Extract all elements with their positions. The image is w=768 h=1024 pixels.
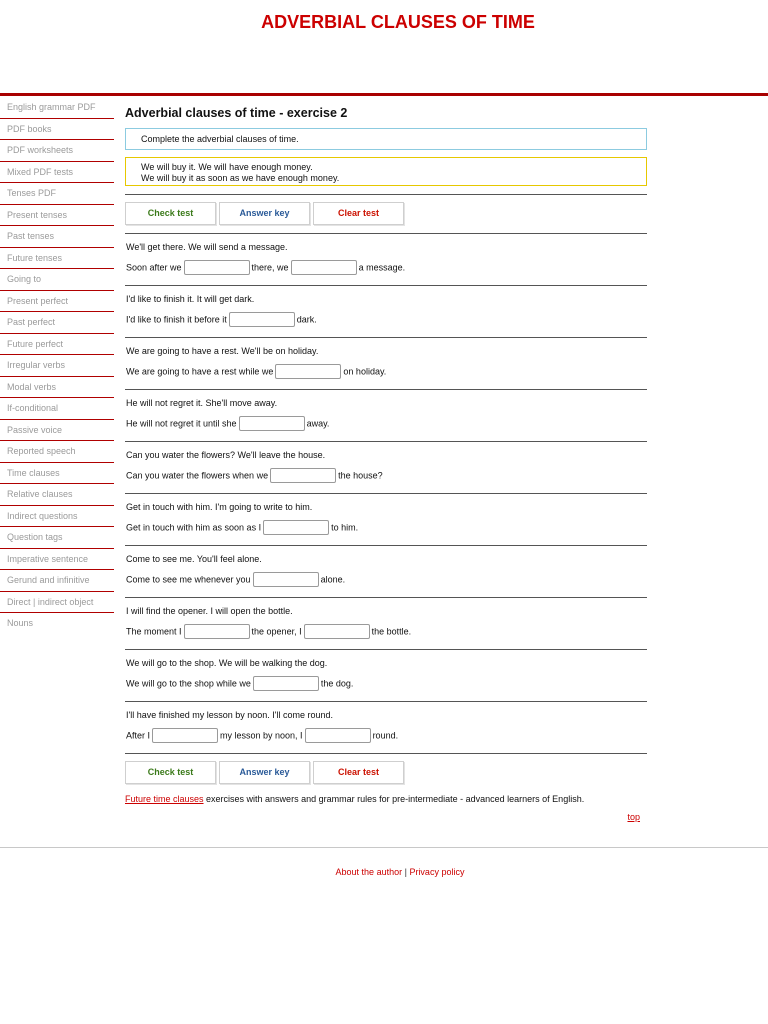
question-item [125, 546, 647, 597]
sidebar-item[interactable]: PDF worksheets [0, 140, 114, 162]
clear-test-button[interactable]: Clear test [313, 202, 404, 225]
sentence-fragment: I'd like to finish it before it [126, 314, 227, 325]
answer-input[interactable] [253, 676, 319, 691]
privacy-policy-link[interactable]: Privacy policy [409, 867, 465, 877]
sidebar-item[interactable]: Going to [0, 269, 114, 291]
about-author-link[interactable]: About the author [335, 867, 403, 877]
example-line-1: We will buy it. We will have enough money. [141, 162, 313, 172]
question-item [125, 442, 647, 493]
question-item [125, 702, 647, 753]
sentence-fragment: The moment I [126, 626, 182, 637]
sentence-fragment: the opener, I [251, 626, 302, 637]
sentence-fragment: the bottle. [371, 626, 412, 637]
sidebar-item[interactable]: Reported speech [0, 441, 114, 463]
sidebar-item[interactable]: Imperative sentence [0, 549, 114, 571]
instruction-box: Complete the adverbial clauses of time. [125, 128, 647, 150]
sidebar-item[interactable]: Present tenses [0, 205, 114, 227]
sidebar-item[interactable]: Gerund and infinitive [0, 570, 114, 592]
main-content [125, 100, 647, 822]
sidebar-item[interactable]: Future tenses [0, 248, 114, 270]
footer-divider [0, 847, 768, 848]
sentence-fragment: Soon after we [126, 262, 182, 273]
question-prompt: He will not regret it. She'll move away. [126, 398, 278, 408]
question-sentence [126, 467, 383, 483]
question-prompt: I'll have finished my lesson by noon. I'll come round. [126, 710, 334, 720]
sentence-fragment: there, we [251, 262, 289, 273]
answer-input[interactable] [275, 364, 341, 379]
answer-input[interactable] [253, 572, 319, 587]
answer-input[interactable] [270, 468, 336, 483]
sentence-fragment: We are going to have a rest while we [126, 366, 274, 377]
question-prompt: I will find the opener. I will open the bottle. [126, 606, 293, 616]
sentence-fragment: dark. [296, 314, 317, 325]
question-prompt: I'd like to finish it. It will get dark. [126, 294, 255, 304]
site-title: ADVERBIAL CLAUSES OF TIME [261, 12, 535, 32]
sidebar-item[interactable]: PDF books [0, 119, 114, 141]
question-sentence [126, 519, 358, 535]
sidebar-item[interactable]: Tenses PDF [0, 183, 114, 205]
footer-note-text: exercises with answers and grammar rules for pre-intermediate - advanced learners of English. [203, 794, 585, 804]
question-sentence [126, 571, 345, 587]
question-item [125, 234, 647, 285]
sentence-fragment: the house? [338, 470, 383, 481]
sidebar-item[interactable]: Passive voice [0, 420, 114, 442]
question-prompt: We'll get there. We will send a message. [126, 242, 288, 252]
question-item [125, 338, 647, 389]
sidebar-item[interactable]: Question tags [0, 527, 114, 549]
sentence-fragment: Can you water the flowers when we [126, 470, 269, 481]
top-divider [0, 93, 768, 96]
sentence-fragment: the dog. [320, 678, 354, 689]
answer-input[interactable] [239, 416, 305, 431]
sidebar-item[interactable]: English grammar PDF [0, 97, 114, 119]
sentence-fragment: alone. [320, 574, 346, 585]
sidebar-item[interactable]: Indirect questions [0, 506, 114, 528]
question-sentence [126, 311, 317, 327]
answer-input[interactable] [263, 520, 329, 535]
sentence-fragment: a message. [358, 262, 406, 273]
question-sentence [126, 363, 386, 379]
question-prompt: Get in touch with him. I'm going to write to him. [126, 502, 313, 512]
button-row-top [125, 195, 647, 233]
sentence-fragment: We will go to the shop while we [126, 678, 251, 689]
check-test-button[interactable]: Check test [125, 761, 216, 784]
footer-links [0, 867, 768, 877]
question-list [125, 234, 647, 754]
sentence-fragment: Get in touch with him as soon as I [126, 522, 262, 533]
sentence-fragment: round. [372, 730, 399, 741]
answer-input[interactable] [305, 728, 371, 743]
footer-note [125, 794, 647, 804]
answer-input[interactable] [184, 624, 250, 639]
question-sentence [126, 675, 353, 691]
answer-key-button[interactable]: Answer key [219, 761, 310, 784]
answer-input[interactable] [304, 624, 370, 639]
question-sentence [126, 623, 411, 639]
sentence-fragment: my lesson by noon, I [220, 730, 303, 741]
future-time-clauses-link[interactable]: Future time clauses [125, 794, 204, 804]
check-test-button[interactable]: Check test [125, 202, 216, 225]
example-line-2: We will buy it as soon as we have enough money. [141, 172, 340, 183]
sidebar-item[interactable]: Future perfect [0, 334, 114, 356]
sidebar-item[interactable]: Direct | indirect object [0, 592, 114, 614]
sidebar-item[interactable]: Time clauses [0, 463, 114, 485]
question-item [125, 390, 647, 441]
sidebar-item[interactable]: Present perfect [0, 291, 114, 313]
answer-input[interactable] [184, 260, 250, 275]
sentence-fragment: on holiday. [343, 366, 387, 377]
answer-key-button[interactable]: Answer key [219, 202, 310, 225]
clear-test-button[interactable]: Clear test [313, 761, 404, 784]
sidebar-item[interactable]: Modal verbs [0, 377, 114, 399]
footer-separator: | [402, 867, 410, 877]
sidebar-nav [0, 97, 114, 634]
question-prompt: Come to see me. You'll feel alone. [126, 554, 262, 564]
sentence-fragment: He will not regret it until she [126, 418, 237, 429]
sidebar-item[interactable]: Relative clauses [0, 484, 114, 506]
question-prompt: We will go to the shop. We will be walking the dog. [126, 658, 328, 668]
answer-input[interactable] [229, 312, 295, 327]
question-item [125, 598, 647, 649]
sentence-fragment: away. [306, 418, 330, 429]
answer-input[interactable] [291, 260, 357, 275]
button-row-bottom [125, 754, 647, 785]
example-box [125, 157, 647, 186]
sidebar-item[interactable]: If-conditional [0, 398, 114, 420]
question-item [125, 286, 647, 337]
question-prompt: Can you water the flowers? We'll leave the house. [126, 450, 326, 460]
question-prompt: We are going to have a rest. We'll be on holiday. [126, 346, 319, 356]
question-item [125, 494, 647, 545]
sidebar-item[interactable]: Nouns [7, 618, 34, 628]
sentence-fragment: to him. [331, 522, 359, 533]
sentence-fragment: Come to see me whenever you [126, 574, 251, 585]
question-sentence [126, 727, 398, 743]
exercise-title: Adverbial clauses of time - exercise 2 [125, 106, 348, 120]
sidebar-item[interactable]: Past tenses [0, 226, 114, 248]
sentence-fragment: After I [126, 730, 151, 741]
top-link[interactable]: top [627, 812, 640, 822]
answer-input[interactable] [152, 728, 218, 743]
sidebar-item[interactable]: Past perfect [0, 312, 114, 334]
sidebar-item[interactable]: Irregular verbs [0, 355, 114, 377]
question-sentence [126, 415, 329, 431]
question-sentence [126, 259, 405, 275]
sidebar-item[interactable]: Mixed PDF tests [0, 162, 114, 184]
question-item [125, 650, 647, 701]
